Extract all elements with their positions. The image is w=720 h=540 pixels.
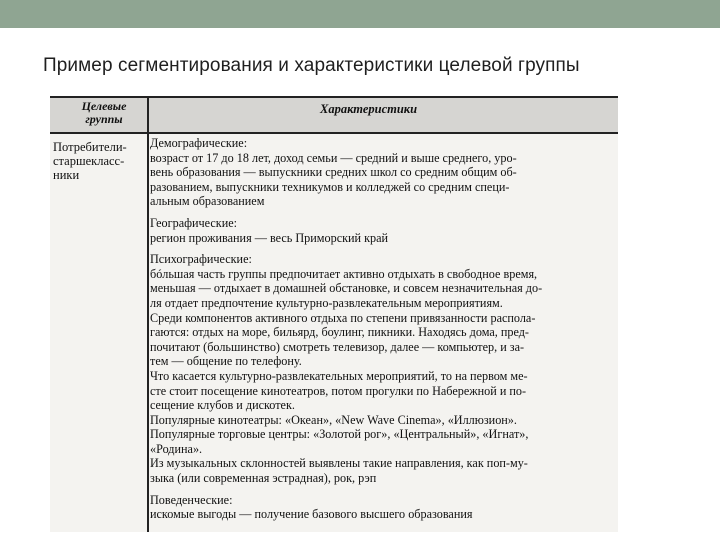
group-cell [53, 140, 145, 182]
characteristics-cell [150, 136, 616, 529]
section-text-line: Популярные торговые центры: «Золотой рог», «Центральный», «Игнат», [150, 427, 529, 442]
section-heading: Психографические: [150, 252, 252, 267]
section-text-line: меньшая — отдыхает в домашней обстановке, и совсем незначительная до- [150, 281, 543, 296]
characteristics-section [150, 252, 616, 486]
scanned-table [50, 96, 618, 532]
section-text-line: альным образованием [150, 194, 265, 209]
header-target-groups-line1: Целевые [81, 99, 127, 113]
section-text-line: Из музыкальных склонностей выявлены такие направления, как поп-му- [150, 456, 528, 471]
group-line: ники [53, 168, 80, 182]
characteristics-section [150, 216, 616, 245]
top-accent-bar [0, 0, 720, 28]
section-text-line: ля отдает предпочтение культурно-развлекательным мероприятиям. [150, 295, 503, 310]
section-heading: Географические: [150, 215, 238, 230]
section-text-line: регион проживания — весь Приморский край [150, 230, 389, 245]
section-text-line: зыка (или современная эстрадная), рок, рэп [150, 471, 377, 486]
group-line: Потребители- [53, 140, 127, 154]
table-top-border [50, 96, 618, 98]
header-target-groups-line2: группы [85, 112, 123, 126]
section-text-line: почитают (большинство) смотреть телевизор, далее — компьютер, и за- [150, 339, 525, 354]
section-heading: Поведенческие: [150, 492, 233, 507]
table-column-divider [147, 96, 149, 532]
table-header-border [50, 132, 618, 134]
section-text-line: вень образования — выпускники средних школ со средним общим об- [150, 165, 517, 180]
section-text-line: Что касается культурно-развлекательных мероприятий, то на первом ме- [150, 368, 528, 383]
characteristics-section [150, 493, 616, 522]
section-text-line: Среди компонентов активного отдыха по степени привязанности распола- [150, 310, 536, 325]
section-text-line: сте стоит посещение кинотеатров, потом прогулки по Набережной и по- [150, 383, 527, 398]
characteristics-section [150, 136, 616, 209]
section-text-line: «Родина». [150, 441, 203, 456]
section-text-line: возраст от 17 до 18 лет, доход семьи — средний и выше среднего, уро- [150, 150, 517, 165]
section-text-line: Популярные кинотеатры: «Океан», «New Wave Cinema», «Иллюзион». [150, 412, 517, 427]
section-text-line: разованием, выпускники техникумов и колледжей со средним специ- [150, 179, 510, 194]
section-text-line: сещение клубов и дискотек. [150, 398, 295, 413]
section-text-line: бóльшая часть группы предпочитает активно отдыхать в свободное время, [150, 266, 538, 281]
header-target-groups [64, 100, 144, 126]
section-text-line: искомые выгоды — получение базового высшего образования [150, 507, 473, 522]
slide-title: Пример сегментирования и характеристики целевой группы [43, 55, 580, 76]
group-line: старшекласс- [53, 154, 125, 168]
section-heading: Демографические: [150, 136, 248, 150]
section-text-line: гаются: отдых на море, бильярд, боулинг, пикники. Находясь дома, пред- [150, 325, 529, 340]
header-characteristics: Характеристики [320, 102, 418, 116]
section-text-line: тем — общение по телефону. [150, 354, 302, 369]
